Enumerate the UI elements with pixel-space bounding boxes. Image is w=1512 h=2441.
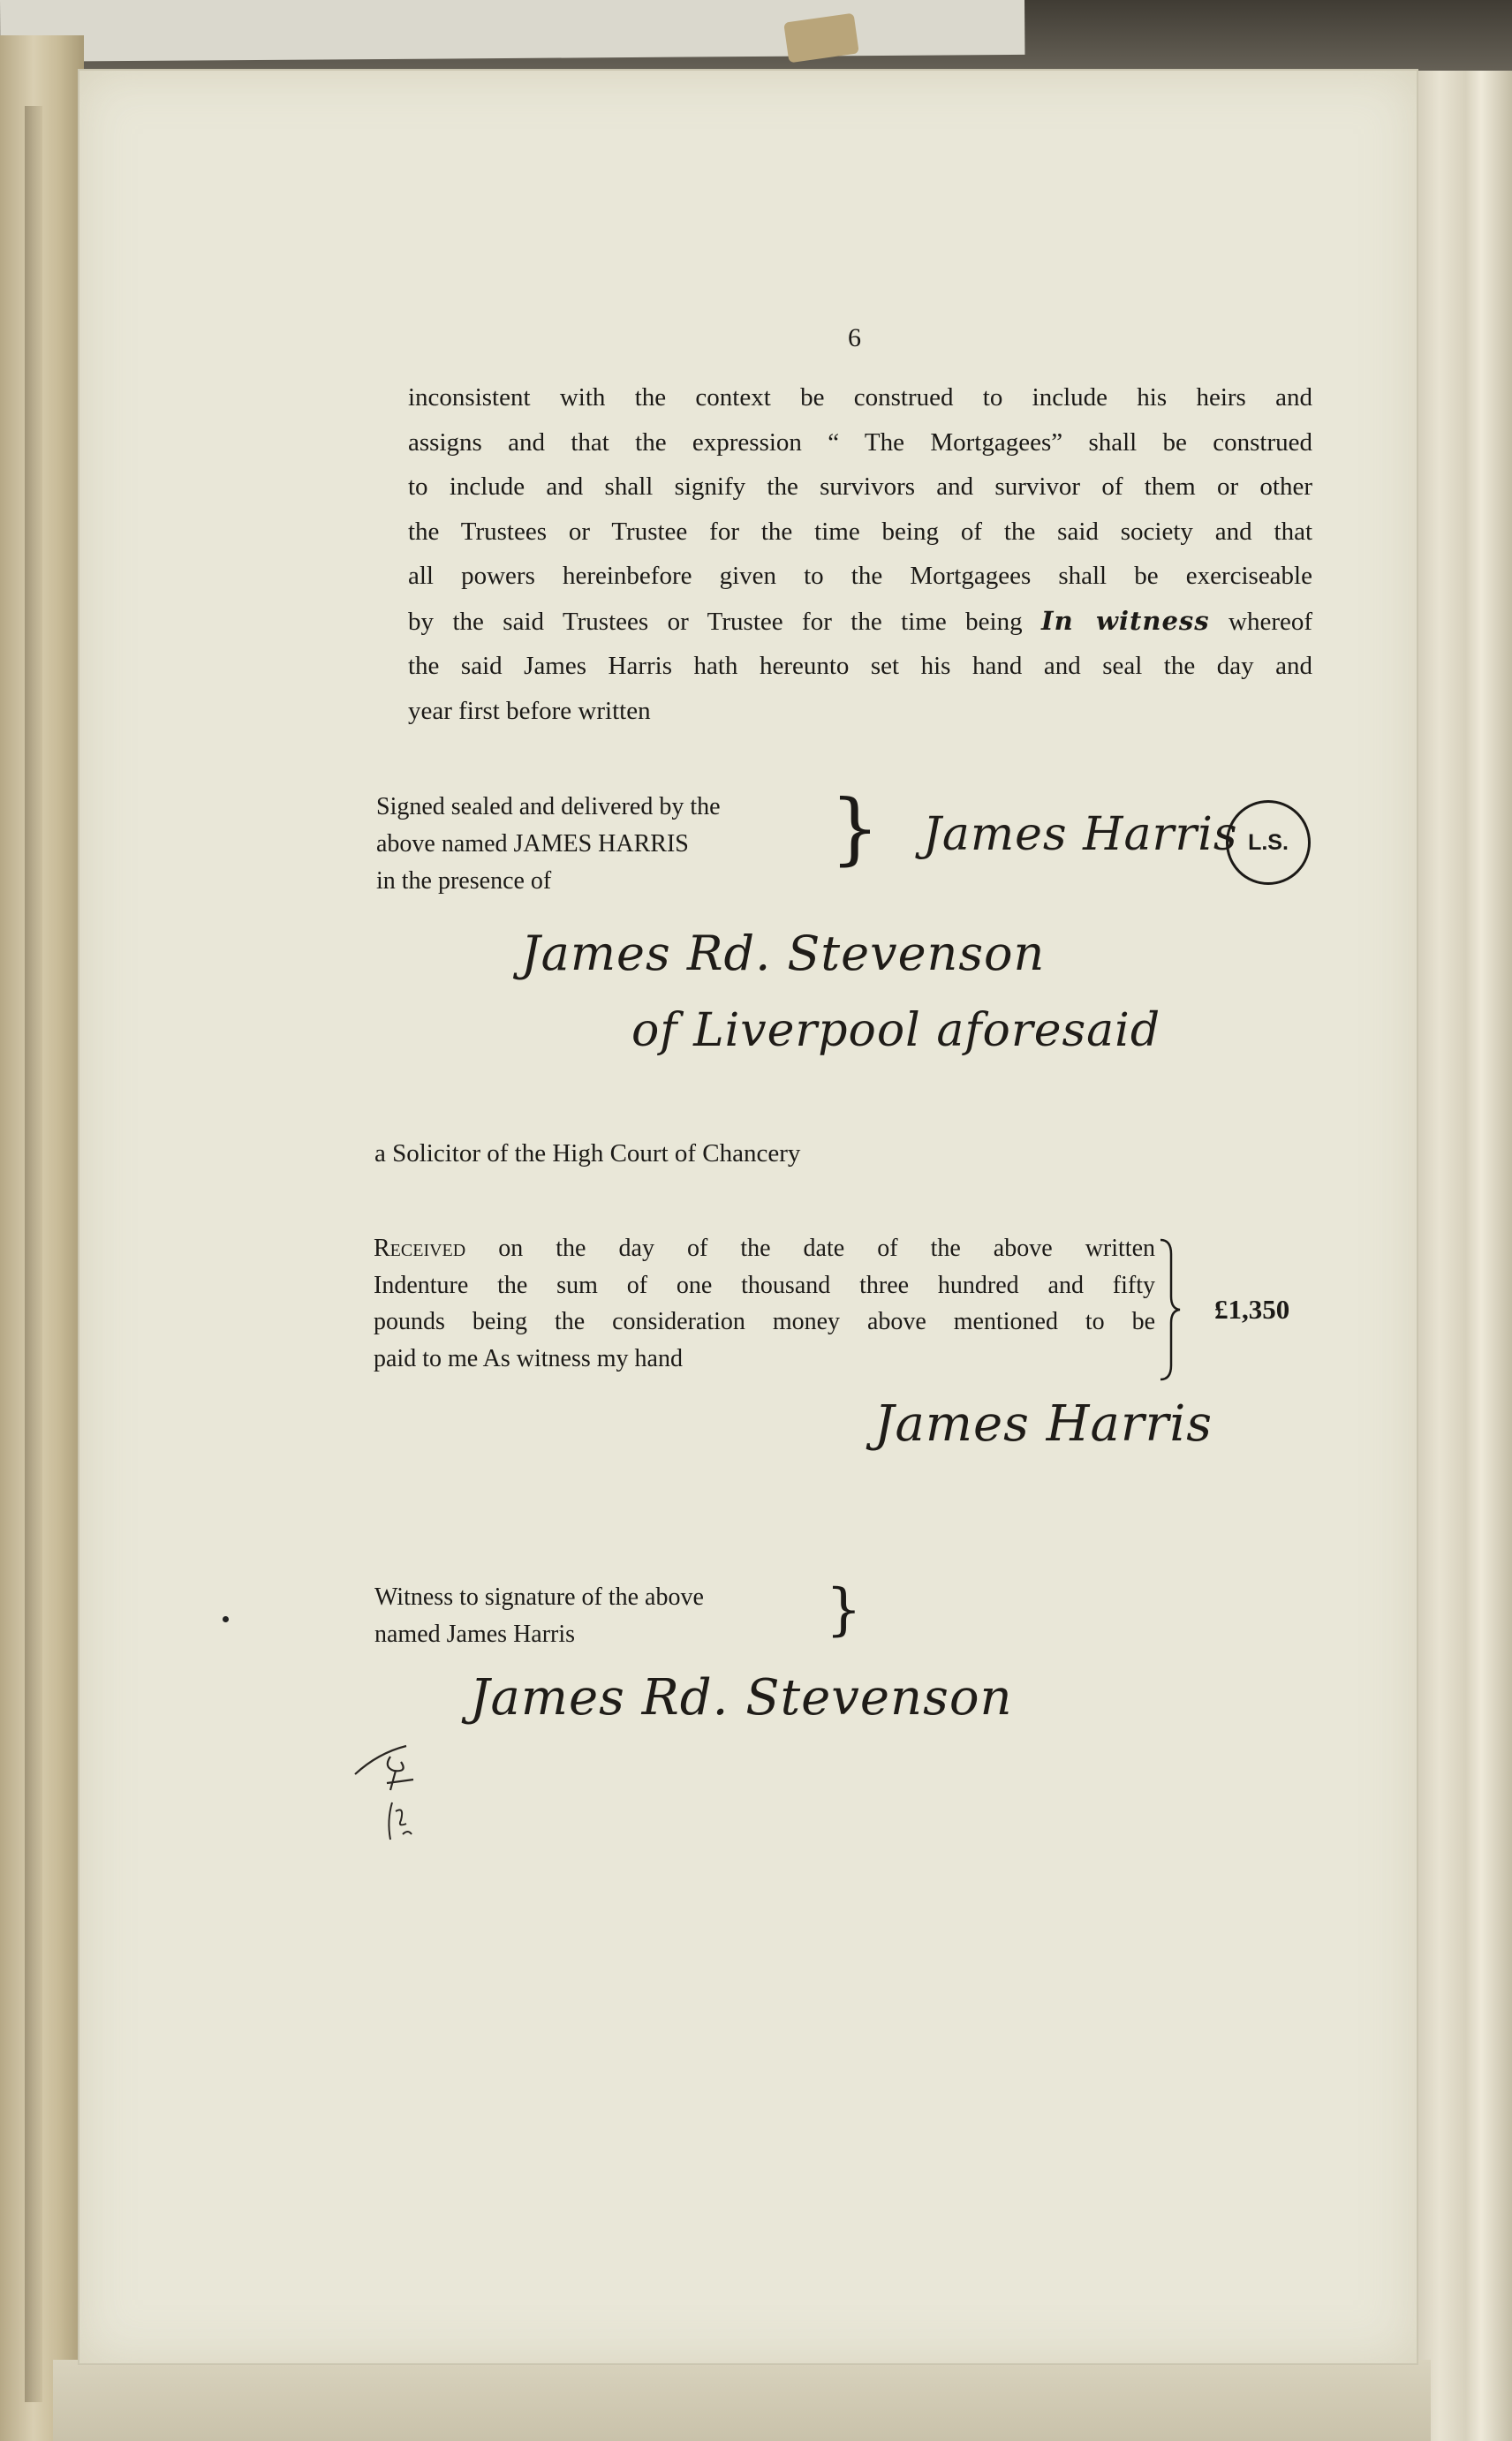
text-line: the said James Harris hath hereunto set his hand and seal the day and (408, 652, 1312, 680)
text-line: all powers hereinbefore given to the Mortgagees shall be exerciseable (408, 562, 1312, 590)
text-fragment: on the day of the date of the above written (498, 1235, 1156, 1262)
text-line (408, 599, 1312, 645)
page-bottom-edge (53, 2360, 1431, 2441)
attestation-line: Signed sealed and delivered by the (376, 793, 721, 820)
receipt-signature: James Harris (874, 1395, 1213, 1453)
witness-line: Witness to signature of the above (374, 1583, 704, 1611)
text-line: assigns and that the expression “ The Mortgagees” shall be construed (408, 427, 1312, 457)
solicitor-line: a Solicitor of the High Court of Chancery (374, 1139, 801, 1168)
attestation-clause (376, 789, 721, 900)
witness-signature: James Rd. Stevenson (521, 926, 1046, 981)
text-line: to include and shall signify the survivors and survivor of them or other (408, 472, 1312, 501)
curly-brace: } (826, 1577, 862, 1643)
ink-spot (223, 1616, 229, 1622)
witness-line: named James Harris (374, 1621, 576, 1648)
text-line: the Trustees or Trustee for the time being of the said society and that (408, 517, 1312, 546)
attestation-line: in the presence of (376, 867, 552, 895)
witness-address-handwritten: of Liverpool aforesaid (631, 1004, 1161, 1057)
received-heading: Received (374, 1235, 466, 1262)
curly-brace: } (830, 782, 880, 873)
page-number: 6 (848, 323, 861, 352)
text-line: year first before written (408, 696, 651, 725)
signature-james-harris: James Harris (923, 808, 1238, 861)
receipt-line: paid to me As witness my hand (374, 1344, 683, 1372)
witness-clause (374, 1579, 704, 1653)
deed-paragraph (408, 375, 1312, 733)
receipt-line: pounds being the consideration money above mentioned to be (374, 1308, 1155, 1335)
witness-signature: James Rd. Stevenson (470, 1669, 1013, 1727)
receipt-line: Indenture the sum of one thousand three hundred and fifty (374, 1271, 1155, 1299)
adjacent-pages (1409, 71, 1512, 2441)
receipt-line (374, 1230, 1155, 1267)
pencil-annotation (352, 1735, 449, 1850)
paper-behind (0, 0, 1024, 62)
attestation-line: above named JAMES HARRIS (376, 830, 689, 858)
amount: £1,350 (1214, 1294, 1290, 1325)
text-line: inconsistent with the context be construed to include his heirs and (408, 383, 1312, 412)
text-fragment: by the said Trustees or Trustee for the time being (408, 607, 1023, 636)
seal-mark: L.S. (1226, 800, 1311, 885)
text-fragment: whereof (1228, 607, 1313, 636)
receipt-clause (374, 1230, 1155, 1377)
binding-edge (25, 106, 42, 2402)
receipt-bracket (1155, 1235, 1191, 1385)
in-witness-blackletter: In witness (1041, 605, 1210, 636)
